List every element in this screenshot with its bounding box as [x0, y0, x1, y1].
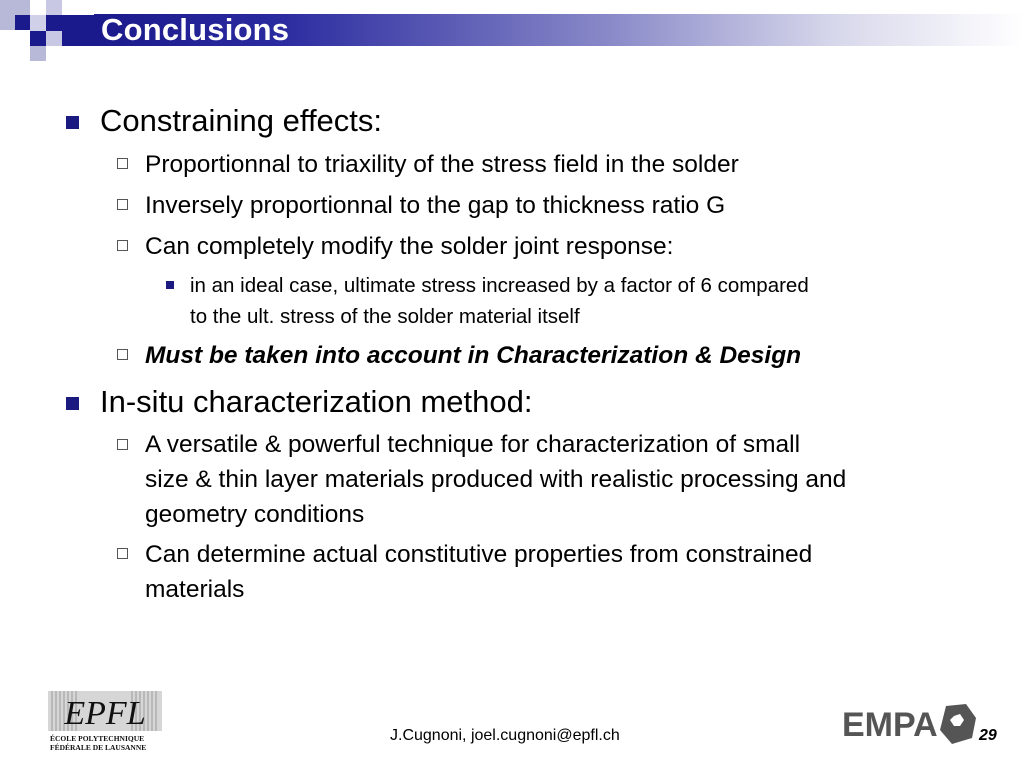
bullet-in-situ-method: In-situ characterization method:	[100, 384, 533, 419]
sub-sub-bullet-line-2: to the ult. stress of the solder material itself	[190, 305, 580, 328]
sub-bullet-constitutive-line-1: Can determine actual constitutive properties from constrained	[145, 541, 813, 568]
sub-bullet-versatile-line-3: geometry conditions	[145, 501, 365, 528]
hollow-square-icon	[117, 199, 128, 210]
page-number: 29	[979, 727, 997, 744]
svg-text:ÉCOLE POLYTECHNIQUE: ÉCOLE POLYTECHNIQUE	[50, 734, 145, 743]
sub-bullet-versatile-line-2: size & thin layer materials produced with realistic processing and	[145, 466, 847, 493]
sub-bullet-versatile-line-1: A versatile & powerful technique for characterization of small	[145, 431, 801, 458]
sub-bullet-constitutive-line-2: materials	[145, 576, 245, 603]
sub-bullet-must-account: Must be taken into account in Characterization & Design	[145, 342, 802, 369]
small-square-icon	[166, 281, 174, 289]
hollow-square-icon	[117, 349, 128, 360]
hollow-square-icon	[117, 158, 128, 169]
footer-author: J.Cugnoni, joel.cugnoni@epfl.ch	[390, 727, 620, 744]
hollow-square-icon	[117, 439, 128, 450]
sub-bullet-solder-response: Can completely modify the solder joint response:	[145, 233, 674, 260]
bullet-square-icon	[66, 116, 79, 129]
sub-bullet-triaxility: Proportionnal to triaxility of the stress field in the solder	[145, 151, 739, 178]
bullet-constraining-effects: Constraining effects:	[100, 103, 383, 138]
bullet-square-icon	[66, 397, 79, 410]
hollow-square-icon	[117, 240, 128, 251]
svg-text:EMPA: EMPA	[842, 706, 938, 744]
svg-text:FÉDÉRALE DE LAUSANNE: FÉDÉRALE DE LAUSANNE	[50, 743, 147, 752]
slide-title: Conclusions	[101, 12, 290, 47]
svg-text:EPFL: EPFL	[64, 695, 146, 732]
empa-logo	[842, 700, 976, 748]
sub-sub-bullet-line-1: in an ideal case, ultimate stress increased by a factor of 6 compared	[190, 274, 809, 297]
sub-bullet-gap-ratio: Inversely proportionnal to the gap to thickness ratio G	[145, 192, 726, 219]
hollow-square-icon	[117, 548, 128, 559]
epfl-logo	[48, 691, 162, 753]
